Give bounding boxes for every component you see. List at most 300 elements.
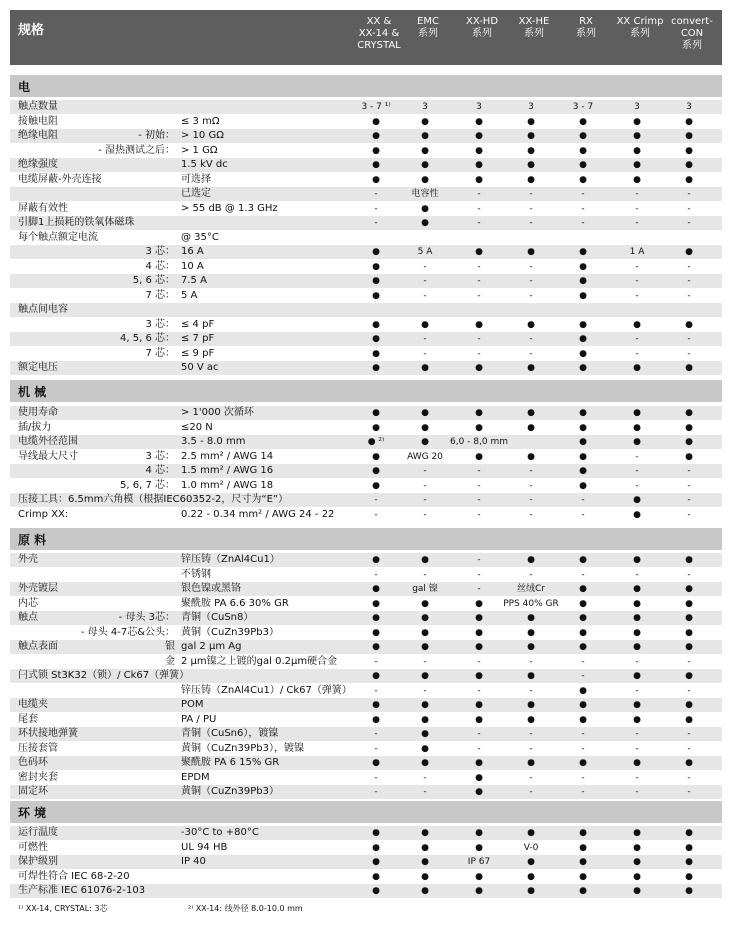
row-value: 黄铜（CuZn39Pb3） bbox=[181, 626, 279, 638]
row-value: > 1 GΩ bbox=[181, 144, 218, 156]
table-cell: 3 bbox=[634, 102, 640, 112]
table-cell: - bbox=[423, 334, 427, 344]
table-cell: ● bbox=[421, 627, 429, 638]
table-cell: ● bbox=[372, 598, 380, 609]
table-cell: ● bbox=[633, 408, 641, 418]
table-cell: ● bbox=[685, 437, 693, 447]
table-cell: ● bbox=[421, 203, 429, 214]
table-cell: ● bbox=[372, 642, 380, 652]
table-cell: ● bbox=[633, 495, 641, 505]
section-header bbox=[10, 528, 722, 550]
table-cell: ● bbox=[685, 613, 693, 623]
table-cell: ● bbox=[685, 451, 693, 462]
table-cell: - bbox=[529, 276, 533, 286]
table-cell: - bbox=[687, 348, 691, 359]
table-cell: ● bbox=[475, 145, 483, 156]
table-cell: - bbox=[635, 787, 639, 797]
row-value: 7.5 A bbox=[181, 275, 207, 286]
table-cell: ● bbox=[685, 145, 693, 156]
table-cell: - bbox=[477, 276, 481, 286]
table-cell: ● bbox=[421, 422, 429, 433]
table-cell: - bbox=[529, 772, 533, 783]
table-cell: ● bbox=[633, 627, 641, 638]
table-cell: - bbox=[374, 656, 378, 667]
table-row bbox=[10, 713, 722, 727]
table-cell: - bbox=[529, 656, 533, 667]
row-label: 每个触点额定电流 bbox=[18, 231, 98, 243]
table-cell: - bbox=[635, 729, 639, 739]
table-cell: - bbox=[529, 218, 533, 228]
table-cell: ● bbox=[685, 131, 693, 141]
table-cell: - bbox=[423, 772, 427, 783]
table-cell: - bbox=[423, 466, 427, 476]
footnote-1: ¹⁾ XX-14, CRYSTAL: 3芯 bbox=[18, 904, 108, 913]
table-row bbox=[10, 655, 722, 669]
table-row bbox=[10, 245, 722, 259]
table-cell: ● bbox=[685, 714, 693, 725]
table-cell: ● bbox=[579, 700, 587, 710]
table-cell: ● bbox=[372, 319, 380, 330]
table-cell: ● bbox=[475, 247, 483, 257]
table-cell: - bbox=[477, 656, 481, 667]
table-cell: ● bbox=[372, 613, 380, 623]
table-cell: 3 - 7 ¹⁾ bbox=[361, 102, 391, 112]
table-cell: - bbox=[581, 218, 585, 228]
table-cell: ● bbox=[685, 319, 693, 330]
table-cell: ● bbox=[633, 828, 641, 838]
table-cell: ● bbox=[579, 174, 587, 185]
table-cell: ● bbox=[527, 714, 535, 725]
table-cell: - bbox=[687, 189, 691, 199]
table-cell: ● bbox=[372, 871, 380, 882]
table-row bbox=[10, 727, 722, 741]
row-sublabel: - 初始： bbox=[138, 130, 175, 141]
table-row bbox=[10, 626, 722, 640]
row-value: 锌压铸（ZnAl4Cu1） bbox=[181, 554, 280, 565]
table-cell: ● bbox=[527, 857, 535, 867]
table-cell: ● bbox=[527, 758, 535, 768]
table-cell: - bbox=[477, 584, 481, 594]
table-row bbox=[10, 640, 722, 654]
table-cell: - bbox=[635, 656, 639, 667]
row-value: -30°C to +80°C bbox=[181, 827, 259, 838]
table-cell: ● bbox=[475, 787, 483, 797]
table-cell: ● bbox=[421, 218, 429, 228]
table-cell: ● ²⁾ bbox=[367, 437, 385, 447]
table-cell: ● bbox=[633, 363, 641, 373]
table-cell: - bbox=[477, 555, 481, 565]
table-cell: - bbox=[529, 466, 533, 476]
table-cell: ● bbox=[633, 509, 641, 520]
table-cell: ● bbox=[421, 437, 429, 447]
table-cell: ● bbox=[475, 671, 483, 681]
table-cell: - bbox=[687, 466, 691, 476]
section-header bbox=[10, 801, 722, 823]
table-cell: ● bbox=[527, 613, 535, 623]
table-cell: ● bbox=[579, 334, 587, 344]
table-cell: ● bbox=[421, 598, 429, 609]
table-cell: ● bbox=[421, 116, 429, 127]
row-label: 电缆屏蔽-外壳连接 bbox=[18, 173, 102, 185]
table-cell: ● bbox=[685, 408, 693, 418]
table-cell: ● bbox=[685, 174, 693, 185]
table-cell: ● bbox=[421, 174, 429, 185]
table-cell: - bbox=[581, 729, 585, 739]
table-cell: ● bbox=[372, 828, 380, 838]
table-row bbox=[10, 187, 722, 201]
row-sublabel: - 母头 3芯： bbox=[118, 612, 175, 623]
table-cell: - bbox=[687, 480, 691, 491]
table-cell: - bbox=[635, 203, 639, 214]
table-cell: - bbox=[529, 787, 533, 797]
table-cell: - bbox=[635, 261, 639, 272]
table-cell: ● bbox=[579, 408, 587, 418]
table-cell: - bbox=[529, 261, 533, 272]
table-cell: ● bbox=[685, 828, 693, 838]
row-value: IP 40 bbox=[181, 856, 206, 867]
table-cell: ● bbox=[475, 613, 483, 623]
table-cell: ● bbox=[633, 700, 641, 710]
row-value: 5 A bbox=[181, 289, 198, 301]
row-value: 聚酰胺 PA 6.6 30% GR bbox=[181, 597, 289, 609]
table-cell: - bbox=[423, 495, 427, 505]
table-cell: ● bbox=[685, 584, 693, 594]
section-header bbox=[10, 380, 722, 402]
table-cell: 电容性 bbox=[411, 189, 439, 199]
table-row bbox=[10, 884, 722, 898]
footnote-2: ²⁾ XX-14: 线外径 8.0-10.0 mm bbox=[188, 904, 303, 913]
table-cell: ● bbox=[421, 714, 429, 725]
table-row bbox=[10, 553, 722, 567]
table-cell: ● bbox=[421, 842, 429, 853]
table-cell: - bbox=[635, 480, 639, 491]
table-cell: - bbox=[374, 772, 378, 783]
row-value: 不锈钢 bbox=[181, 568, 211, 580]
row-value: 50 V ac bbox=[181, 362, 219, 373]
table-cell: - bbox=[529, 203, 533, 214]
table-row bbox=[10, 742, 722, 756]
table-row bbox=[10, 568, 722, 582]
table-cell: - bbox=[477, 348, 481, 359]
table-cell: ● bbox=[372, 714, 380, 725]
table-cell: 6,0 - 8,0 mm bbox=[450, 437, 508, 447]
table-cell: ● bbox=[421, 857, 429, 867]
table-cell: ● bbox=[527, 828, 535, 838]
row-label: 触点 bbox=[18, 612, 38, 623]
table-row bbox=[10, 158, 722, 172]
row-label: 环状接地弹簧 bbox=[18, 728, 78, 739]
table-cell: ● bbox=[475, 627, 483, 638]
table-cell: - bbox=[477, 189, 481, 199]
row-label: 色码环 bbox=[18, 757, 48, 768]
table-cell: - bbox=[581, 743, 585, 754]
table-cell: - bbox=[687, 218, 691, 228]
table-cell: ● bbox=[372, 671, 380, 681]
table-cell: ● bbox=[579, 842, 587, 853]
header-title: 规格 bbox=[18, 23, 45, 38]
table-cell: - bbox=[635, 276, 639, 286]
table-cell: ● bbox=[579, 613, 587, 623]
table-cell: - bbox=[374, 729, 378, 739]
table-cell: ● bbox=[633, 145, 641, 156]
table-cell: - bbox=[477, 685, 481, 696]
row-label: 可燃性 bbox=[18, 841, 48, 853]
table-cell: ● bbox=[579, 758, 587, 768]
table-cell: ● bbox=[633, 886, 641, 896]
table-cell: ● bbox=[527, 116, 535, 127]
row-sublabel: 5, 6 芯： bbox=[132, 275, 175, 286]
row-label: 保护级别 bbox=[18, 856, 58, 867]
table-row bbox=[10, 216, 722, 230]
table-row bbox=[10, 289, 722, 303]
table-cell: ● bbox=[579, 261, 587, 272]
table-cell: ● bbox=[579, 116, 587, 127]
table-cell: ● bbox=[372, 555, 380, 565]
table-cell: ● bbox=[579, 598, 587, 609]
column-header-xx: XX & XX-14 & CRYSTAL bbox=[357, 16, 401, 51]
table-cell: - bbox=[529, 743, 533, 754]
table-cell: ● bbox=[633, 671, 641, 681]
table-cell: ● bbox=[475, 363, 483, 373]
table-cell: ● bbox=[579, 555, 587, 565]
table-cell: 3 bbox=[528, 102, 534, 112]
table-row bbox=[10, 597, 722, 611]
row-label: 内芯 bbox=[18, 597, 38, 609]
row-label: 闩式锁 St3K32（锁）/ Ck67（弹簧） bbox=[18, 670, 190, 681]
table-cell: ● bbox=[421, 363, 429, 373]
table-cell: IP 67 bbox=[467, 857, 491, 867]
table-cell: ● bbox=[475, 886, 483, 896]
table-cell: ● bbox=[527, 131, 535, 141]
table-cell: - bbox=[477, 466, 481, 476]
table-cell: ● bbox=[372, 348, 380, 359]
table-cell: ● bbox=[579, 451, 587, 462]
table-cell: ● bbox=[685, 247, 693, 257]
row-value: 银色镍或黑铬 bbox=[181, 583, 241, 594]
table-cell: ● bbox=[372, 408, 380, 418]
section-title: 环 境 bbox=[18, 806, 47, 820]
table-cell: ● bbox=[579, 627, 587, 638]
row-label: 引脚1上损耗的铁氧体磁珠 bbox=[18, 217, 135, 228]
table-cell: - bbox=[423, 348, 427, 359]
table-cell: ● bbox=[579, 642, 587, 652]
table-cell: - bbox=[687, 729, 691, 739]
table-cell: - bbox=[529, 509, 533, 520]
table-cell: ● bbox=[685, 700, 693, 710]
table-cell: - bbox=[687, 772, 691, 783]
table-cell: ● bbox=[685, 598, 693, 609]
table-cell: ● bbox=[527, 145, 535, 156]
table-cell: ● bbox=[527, 886, 535, 896]
table-cell: ● bbox=[421, 555, 429, 565]
row-value: > 10 GΩ bbox=[181, 130, 224, 141]
table-cell: - bbox=[374, 685, 378, 696]
table-cell: ● bbox=[579, 363, 587, 373]
table-cell: - bbox=[581, 656, 585, 667]
table-cell: ● bbox=[633, 160, 641, 170]
row-value: 2 μm镍之上镀的gal 0.2μm硬合金 bbox=[181, 655, 338, 667]
table-cell: - bbox=[477, 218, 481, 228]
table-cell: ● bbox=[475, 408, 483, 418]
table-cell: - bbox=[687, 334, 691, 344]
table-cell: ● bbox=[685, 422, 693, 433]
row-label: 电缆外径范围 bbox=[18, 436, 78, 447]
table-cell: - bbox=[374, 495, 378, 505]
table-cell: ● bbox=[475, 131, 483, 141]
table-cell: PPS 40% GR bbox=[503, 598, 559, 609]
table-cell: 3 bbox=[476, 102, 482, 112]
row-value: gal 2 μm Ag bbox=[181, 641, 242, 652]
row-label: 电缆夹 bbox=[18, 699, 48, 710]
table-cell: ● bbox=[527, 319, 535, 330]
table-row bbox=[10, 841, 722, 855]
row-value: EPDM bbox=[181, 771, 210, 783]
table-cell: - bbox=[423, 509, 427, 520]
row-label: 绝缘强度 bbox=[18, 159, 58, 170]
table-cell: - bbox=[374, 743, 378, 754]
table-cell: 3 bbox=[686, 102, 692, 112]
row-value: UL 94 HB bbox=[181, 841, 228, 853]
table-cell: ● bbox=[475, 319, 483, 330]
table-cell: - bbox=[687, 509, 691, 520]
row-sublabel: 4 芯： bbox=[145, 260, 175, 272]
table-cell: 1 A bbox=[629, 247, 645, 257]
table-cell: - bbox=[635, 348, 639, 359]
table-cell: - bbox=[581, 189, 585, 199]
row-value: 青铜（CuSn8） bbox=[181, 612, 254, 623]
table-row bbox=[10, 361, 722, 375]
table-row bbox=[10, 684, 722, 698]
table-row bbox=[10, 332, 722, 346]
row-sublabel: 3 芯： bbox=[145, 246, 175, 257]
table-row bbox=[10, 508, 722, 522]
table-cell: ● bbox=[579, 714, 587, 725]
table-cell: ● bbox=[372, 451, 380, 462]
table-cell: ● bbox=[372, 758, 380, 768]
table-cell: - bbox=[635, 743, 639, 754]
column-header-xx-crimp: XX Crimp 系列 bbox=[616, 16, 664, 39]
table-cell: ● bbox=[372, 334, 380, 344]
table-cell: ● bbox=[372, 247, 380, 257]
table-cell: - bbox=[581, 203, 585, 214]
table-cell: - bbox=[423, 276, 427, 286]
spec-table-header bbox=[10, 10, 722, 65]
table-cell: ● bbox=[527, 247, 535, 257]
table-cell: ● bbox=[685, 758, 693, 768]
table-cell: - bbox=[635, 290, 639, 301]
table-cell: ● bbox=[372, 627, 380, 638]
table-row bbox=[10, 173, 722, 187]
table-cell: ● bbox=[421, 729, 429, 739]
row-value: ≤ 3 mΩ bbox=[181, 115, 220, 127]
table-cell: - bbox=[423, 480, 427, 491]
table-cell: ● bbox=[579, 290, 587, 301]
table-cell: ● bbox=[579, 160, 587, 170]
row-label: 接触电阻 bbox=[18, 115, 58, 127]
row-value: 黄铜（CuZn39Pb3），镀镍 bbox=[181, 742, 304, 754]
table-cell: - bbox=[581, 495, 585, 505]
row-value: 0.22 - 0.34 mm² / AWG 24 - 22 bbox=[181, 508, 335, 520]
table-cell: ● bbox=[475, 828, 483, 838]
table-cell: ● bbox=[475, 598, 483, 609]
row-value: 1.0 mm² / AWG 18 bbox=[181, 479, 274, 491]
table-cell: ● bbox=[421, 700, 429, 710]
row-sublabel: 4, 5, 6 芯： bbox=[120, 333, 175, 344]
table-row bbox=[10, 771, 722, 785]
table-cell: ● bbox=[527, 871, 535, 882]
table-cell: ● bbox=[372, 584, 380, 594]
table-cell: - bbox=[687, 743, 691, 754]
table-cell: ● bbox=[475, 422, 483, 433]
section-title: 电 bbox=[18, 80, 31, 94]
table-cell: - bbox=[581, 671, 585, 681]
table-cell: - bbox=[687, 276, 691, 286]
table-cell: - bbox=[687, 290, 691, 301]
table-cell: ● bbox=[579, 685, 587, 696]
table-cell: V-0 bbox=[523, 842, 539, 853]
row-label: 触点数量 bbox=[18, 101, 58, 112]
table-cell: ● bbox=[421, 671, 429, 681]
table-cell: ● bbox=[633, 555, 641, 565]
table-cell: ● bbox=[475, 116, 483, 127]
table-cell: ● bbox=[633, 116, 641, 127]
column-header-xx-hd: XX-HD 系列 bbox=[465, 16, 499, 39]
row-value: ≤ 7 pF bbox=[181, 333, 215, 344]
table-row bbox=[10, 100, 722, 114]
table-cell: ● bbox=[372, 174, 380, 185]
table-cell: ● bbox=[372, 480, 380, 491]
row-value: > 1'000 次循环 bbox=[181, 407, 254, 418]
row-value: 10 A bbox=[181, 260, 204, 272]
table-cell: - bbox=[687, 261, 691, 272]
row-value: ≤ 4 pF bbox=[181, 318, 215, 330]
row-label: 尾套 bbox=[18, 713, 38, 725]
table-cell: - bbox=[581, 787, 585, 797]
table-cell: ● bbox=[579, 857, 587, 867]
table-cell: ● bbox=[421, 160, 429, 170]
table-cell: gal 镍 bbox=[412, 584, 438, 594]
table-cell: ● bbox=[372, 422, 380, 433]
table-cell: ● bbox=[527, 160, 535, 170]
table-cell: - bbox=[687, 495, 691, 505]
table-row bbox=[10, 303, 722, 317]
table-cell: - bbox=[635, 218, 639, 228]
table-cell: 丝绒Cr bbox=[517, 584, 545, 594]
table-cell: ● bbox=[685, 671, 693, 681]
section-title: 机 械 bbox=[18, 385, 47, 399]
row-value: ≤ 9 pF bbox=[181, 347, 215, 359]
table-row bbox=[10, 826, 722, 840]
table-cell: ● bbox=[579, 131, 587, 141]
table-cell: - bbox=[374, 509, 378, 520]
table-cell: - bbox=[687, 656, 691, 667]
row-label: 压接工具：6.5mm六角模（根据IEC60352-2，尺寸为“E”） bbox=[18, 494, 289, 505]
row-sublabel: 5, 6, 7 芯： bbox=[120, 479, 175, 491]
table-cell: ● bbox=[372, 290, 380, 301]
table-row bbox=[10, 582, 722, 596]
table-cell: ● bbox=[421, 758, 429, 768]
table-cell: - bbox=[529, 729, 533, 739]
table-cell: ● bbox=[372, 160, 380, 170]
table-row bbox=[10, 756, 722, 770]
table-cell: ● bbox=[633, 598, 641, 609]
table-cell: ● bbox=[633, 319, 641, 330]
table-cell: - bbox=[635, 466, 639, 476]
table-cell: ● bbox=[685, 116, 693, 127]
table-cell: ● bbox=[527, 422, 535, 433]
table-cell: ● bbox=[579, 466, 587, 476]
table-cell: - bbox=[529, 290, 533, 301]
